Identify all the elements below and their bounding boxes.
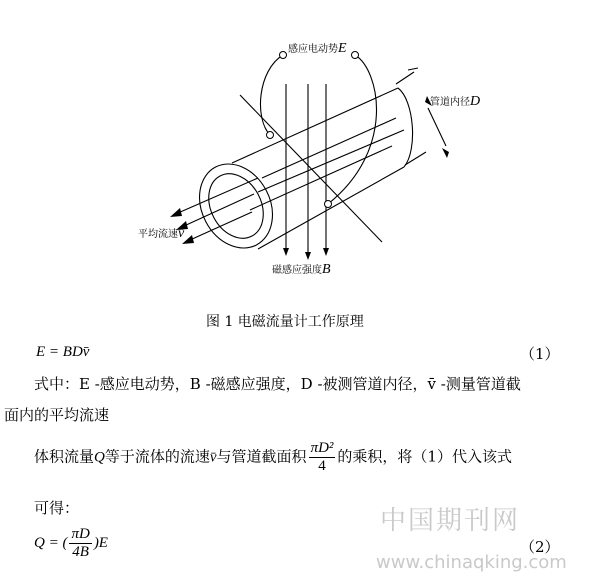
field-symbol: B [322, 262, 331, 277]
diameter-dim [428, 108, 446, 146]
equation-2-number: （2） [520, 538, 560, 556]
pipe-near-inner [198, 164, 274, 248]
eq2-denominator: 4B [72, 544, 89, 560]
electrode-b [325, 201, 332, 208]
flow-text-2: 等于流体的流速 [104, 447, 210, 466]
field-label: 磁感应强度 [272, 265, 322, 276]
flow-symbol-v: v̄ [209, 449, 217, 466]
lead-left [260, 55, 283, 135]
electrode-top-right [352, 52, 359, 59]
figure-caption: 图 1 电磁流量计工作原理 [206, 314, 364, 330]
watermark-cn: 中国期刊网 [380, 506, 521, 536]
velocity-label: 平均流速 [138, 229, 178, 240]
equation-2 [34, 526, 108, 561]
diameter-label: 管道内径 [430, 97, 470, 108]
velocity-symbol: v̄ [178, 226, 185, 241]
where-line-2: 面内的平均流速 [4, 406, 110, 424]
pipe-bottom-edge [258, 167, 404, 249]
equation-1: E = BDv̄ [36, 344, 90, 360]
obtain-label: 可得： [34, 499, 80, 517]
pipe-top-edge [232, 88, 398, 163]
eq2-rhs: )E [93, 534, 108, 551]
watermark-url: www.chinaqking.com [376, 552, 567, 573]
flow-text-4: 的乘积，将（1）代入该式 [337, 447, 512, 466]
pipe-near-outer [185, 151, 286, 261]
flow-rate-line [34, 440, 512, 475]
where-line-1: 式中：E -感应电动势，B -磁感应强度，D -被测管道内径，v̄ -测量管道截 [34, 375, 521, 393]
area-numerator: πD² [310, 440, 334, 456]
emf-label: 感应电动势 [288, 44, 338, 55]
area-denominator: 4 [318, 458, 326, 474]
equation-1-number: （1） [520, 345, 560, 363]
emf-symbol: E [338, 41, 347, 56]
flow-text-3: 与管道截面积 [216, 447, 307, 466]
eq2-fraction [69, 526, 91, 561]
diameter-symbol: D [470, 94, 481, 109]
flow-symbol-Q: Q [94, 449, 105, 466]
eq2-numerator: πD [71, 526, 90, 542]
area-fraction [309, 440, 336, 475]
electrode-top-left [280, 52, 287, 59]
electrode-a [267, 132, 274, 139]
pipe-far-end [398, 88, 413, 167]
flow-text-1: 体积流量 [34, 447, 95, 466]
eq2-lhs: Q = ( [34, 534, 68, 551]
